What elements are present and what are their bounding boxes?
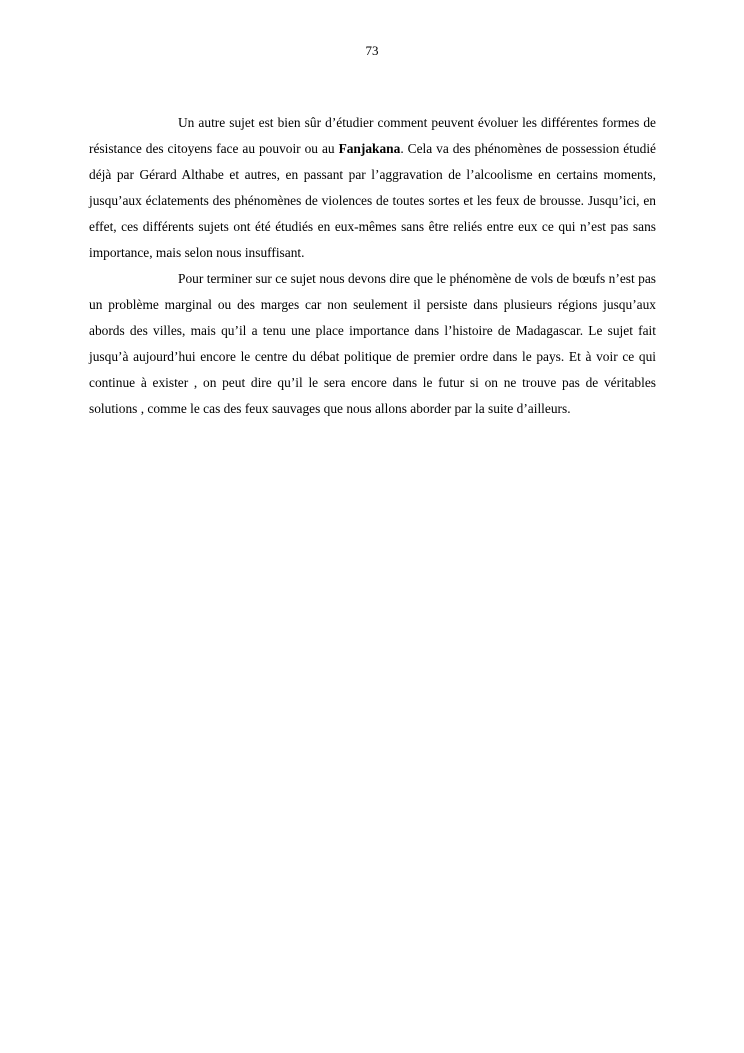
paragraph-1 [89,110,656,266]
page-number: 73 [365,43,379,58]
paragraph-1-emphasis: Fanjakana [338,141,401,156]
document-body [89,110,656,422]
paragraph-1-text-start: Un autre sujet est bien sûr d’étudier comment peuvent évoluer les différentes formes de résistance des citoyens face au pouvoir ou au [89,115,656,156]
paragraph-1-text-end: . Cela va des phénomènes de possession étudié déjà par Gérard Althabe et autres, en passant par l’aggravation de l’alcoolisme en certains moments, jusqu’aux éclatements des phénomènes de violences de toutes sortes et les feux de brousse. Jusqu’ici, en effet, ces différents sujets ont été étudiés en eux-mêmes sans être reliés entre eux ce qui n’est pas sans importance, mais selon nous insuffisant. [89,141,656,260]
paragraph-2: Pour terminer sur ce sujet nous devons dire que le phénomène de vols de bœufs n’est pas un problème marginal ou des marges car non seulement il persiste dans plusieurs régions jusqu’aux abords des villes, mais qu’il a tenu une place importance dans l’histoire de Madagascar. Le sujet fait jusqu’à aujourd’hui encore le centre du débat politique de premier ordre dans le pays. Et à voir ce qui continue à exister , on peut dire qu’il le sera encore dans le futur si on ne trouve pas de véritables solutions , comme le cas des feux sauvages que nous allons aborder par la suite d’ailleurs. [89,271,656,416]
